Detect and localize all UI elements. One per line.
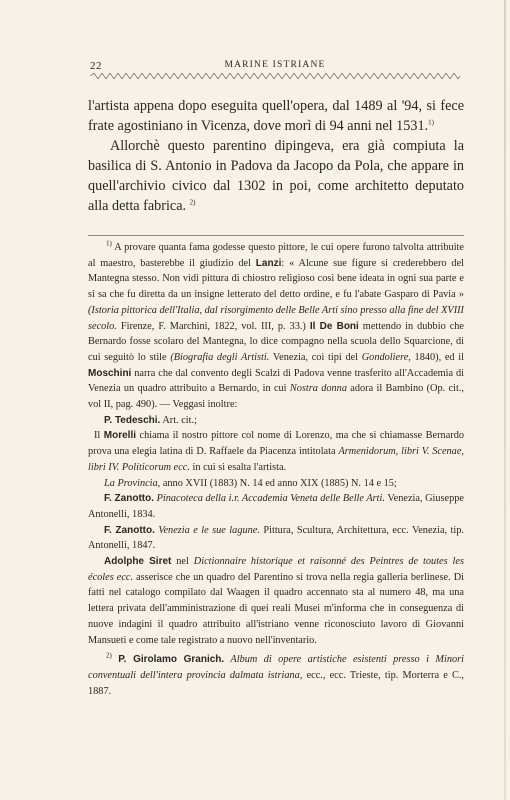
- page-number: 22: [90, 60, 102, 72]
- main-text: [88, 96, 464, 216]
- ref-morelli: Il Morelli chiama il nostro pittore col nome di Lorenzo, ma che si chiamasse Bernardo prova una elegia latina di D. Raffaele da Piacenza intitolata Armenidorum, libri V. Scenae, libri IV. Politicorum ecc. in cui si esalta l'artista.: [88, 430, 464, 473]
- footnote-marker: 2): [106, 651, 112, 660]
- page-header: [90, 60, 460, 76]
- ref-tedeschi: P. Tedeschi. Art. cit.;: [104, 414, 197, 426]
- author-lanzi: Lanzi: [255, 257, 282, 269]
- ornamental-rule: [90, 73, 460, 79]
- footnote-ref-2[interactable]: 2): [189, 198, 196, 207]
- body-paragraph-2: Allorchè questo parentino dipingeva, era già compiuta la basilica di S. Antonio in Padova da Jacopo da Pola, che appare in quell'archivio civico dal 1302 in poi, come architetto deputato alla detta fabrica. $^{2)}$: [88, 138, 464, 214]
- ref-zanotto-2: F. Zanotto. Venezia e le sue lagune. Pittura, Scultura, Architettura, ecc. Venezia, tip. Antonelli, 1847.: [88, 524, 464, 552]
- ref-siret: Adolphe Siret nel Dictionnaire historique et raisonné des Peintres de toutes les écoles ecc. asserisce che un quadro del Parentino si trova nella regia galleria berlinese. Di fatti nel catalogo compilato dal Waagen il quadro accennato sta al numero 48, ma una lettera privata dell'amministrazione di quei reali Musei m'informa che in conseguenza di nuove indagini il quadro attribuito all'istriano venne riconosciuto lavoro di Giovanni Mansueti e come tale registrato a nuovo nell'inventario.: [88, 556, 464, 646]
- page-edge: [504, 0, 506, 800]
- footnote-2: $^{2)}$ P. Girolamo Granich. Album di opere artistiche esistenti presso i Minori conventuali dell'intera provincia dalmata istriana, ecc., ecc. Trieste, tip. Morterra e C., 1887.: [88, 651, 464, 697]
- ref-zanotto-1: F. Zanotto. Pinacoteca della i.r. Accademia Veneta delle Belle Arti. Venezia, Giuseppe Antonelli, 1834.: [88, 493, 464, 520]
- body-paragraph-1: l'artista appena dopo eseguita quell'opera, dal 1489 al '94, si fece frate agostiniano in Vicenza, dove morì di 94 anni nel 1531.$^{1)}$: [88, 98, 464, 134]
- running-title: MARINE ISTRIANE: [224, 60, 326, 70]
- footnotes: [88, 240, 464, 699]
- footnote-1: $^{1)}$ A provare quanta fama godesse questo pittore, le cui opere furono talvolta attribuite al maestro, basterebbe il giudizio del Lanzi: « Alcune sue figure si crederebbero del Mantegna stesso. Non vidi pittura di chiostro religioso così bene ideata in ogni sua parte e si sa che fu diretta da un insigne letterato del detto ordine, e fu l'abate Gasparo di Pavia » (Istoria pittorica dell'Italia, dal risorgimento delle Belle Arti sino presso alla fine del XVIII secolo. Firenze, F. Marchini, 1822, vol. III, p. 33.) Il De Boni mettendo in dubbio che Bernardo fosse scolaro del Mantegna, lo dice compagno nella scuola dello Squarcione, di cui seguitò lo stile (Biografia degli Artisti. Venezia, coi tipi del Gondoliere, 1840), ed il Moschini narra che dal convento degli Scalzi di Padova venne trasferito all'Accademia di Venezia un quadro attribuito a Bernardo, in cui Nostra donna adora il Bambino (Op. cit., vol II, pag. 490). — Veggasi inoltre:: [88, 239, 464, 411]
- footnote-ref-1[interactable]: 1): [428, 118, 434, 127]
- footnote-divider: [88, 235, 464, 236]
- author-moschini: Moschini: [88, 367, 132, 379]
- author-de-boni: Il De Boni: [309, 320, 359, 332]
- footnote-marker: 1): [106, 239, 112, 248]
- ref-provincia: La Provincia, anno XVII (1883) N. 14 ed anno XIX (1885) N. 14 e 15;: [104, 477, 397, 489]
